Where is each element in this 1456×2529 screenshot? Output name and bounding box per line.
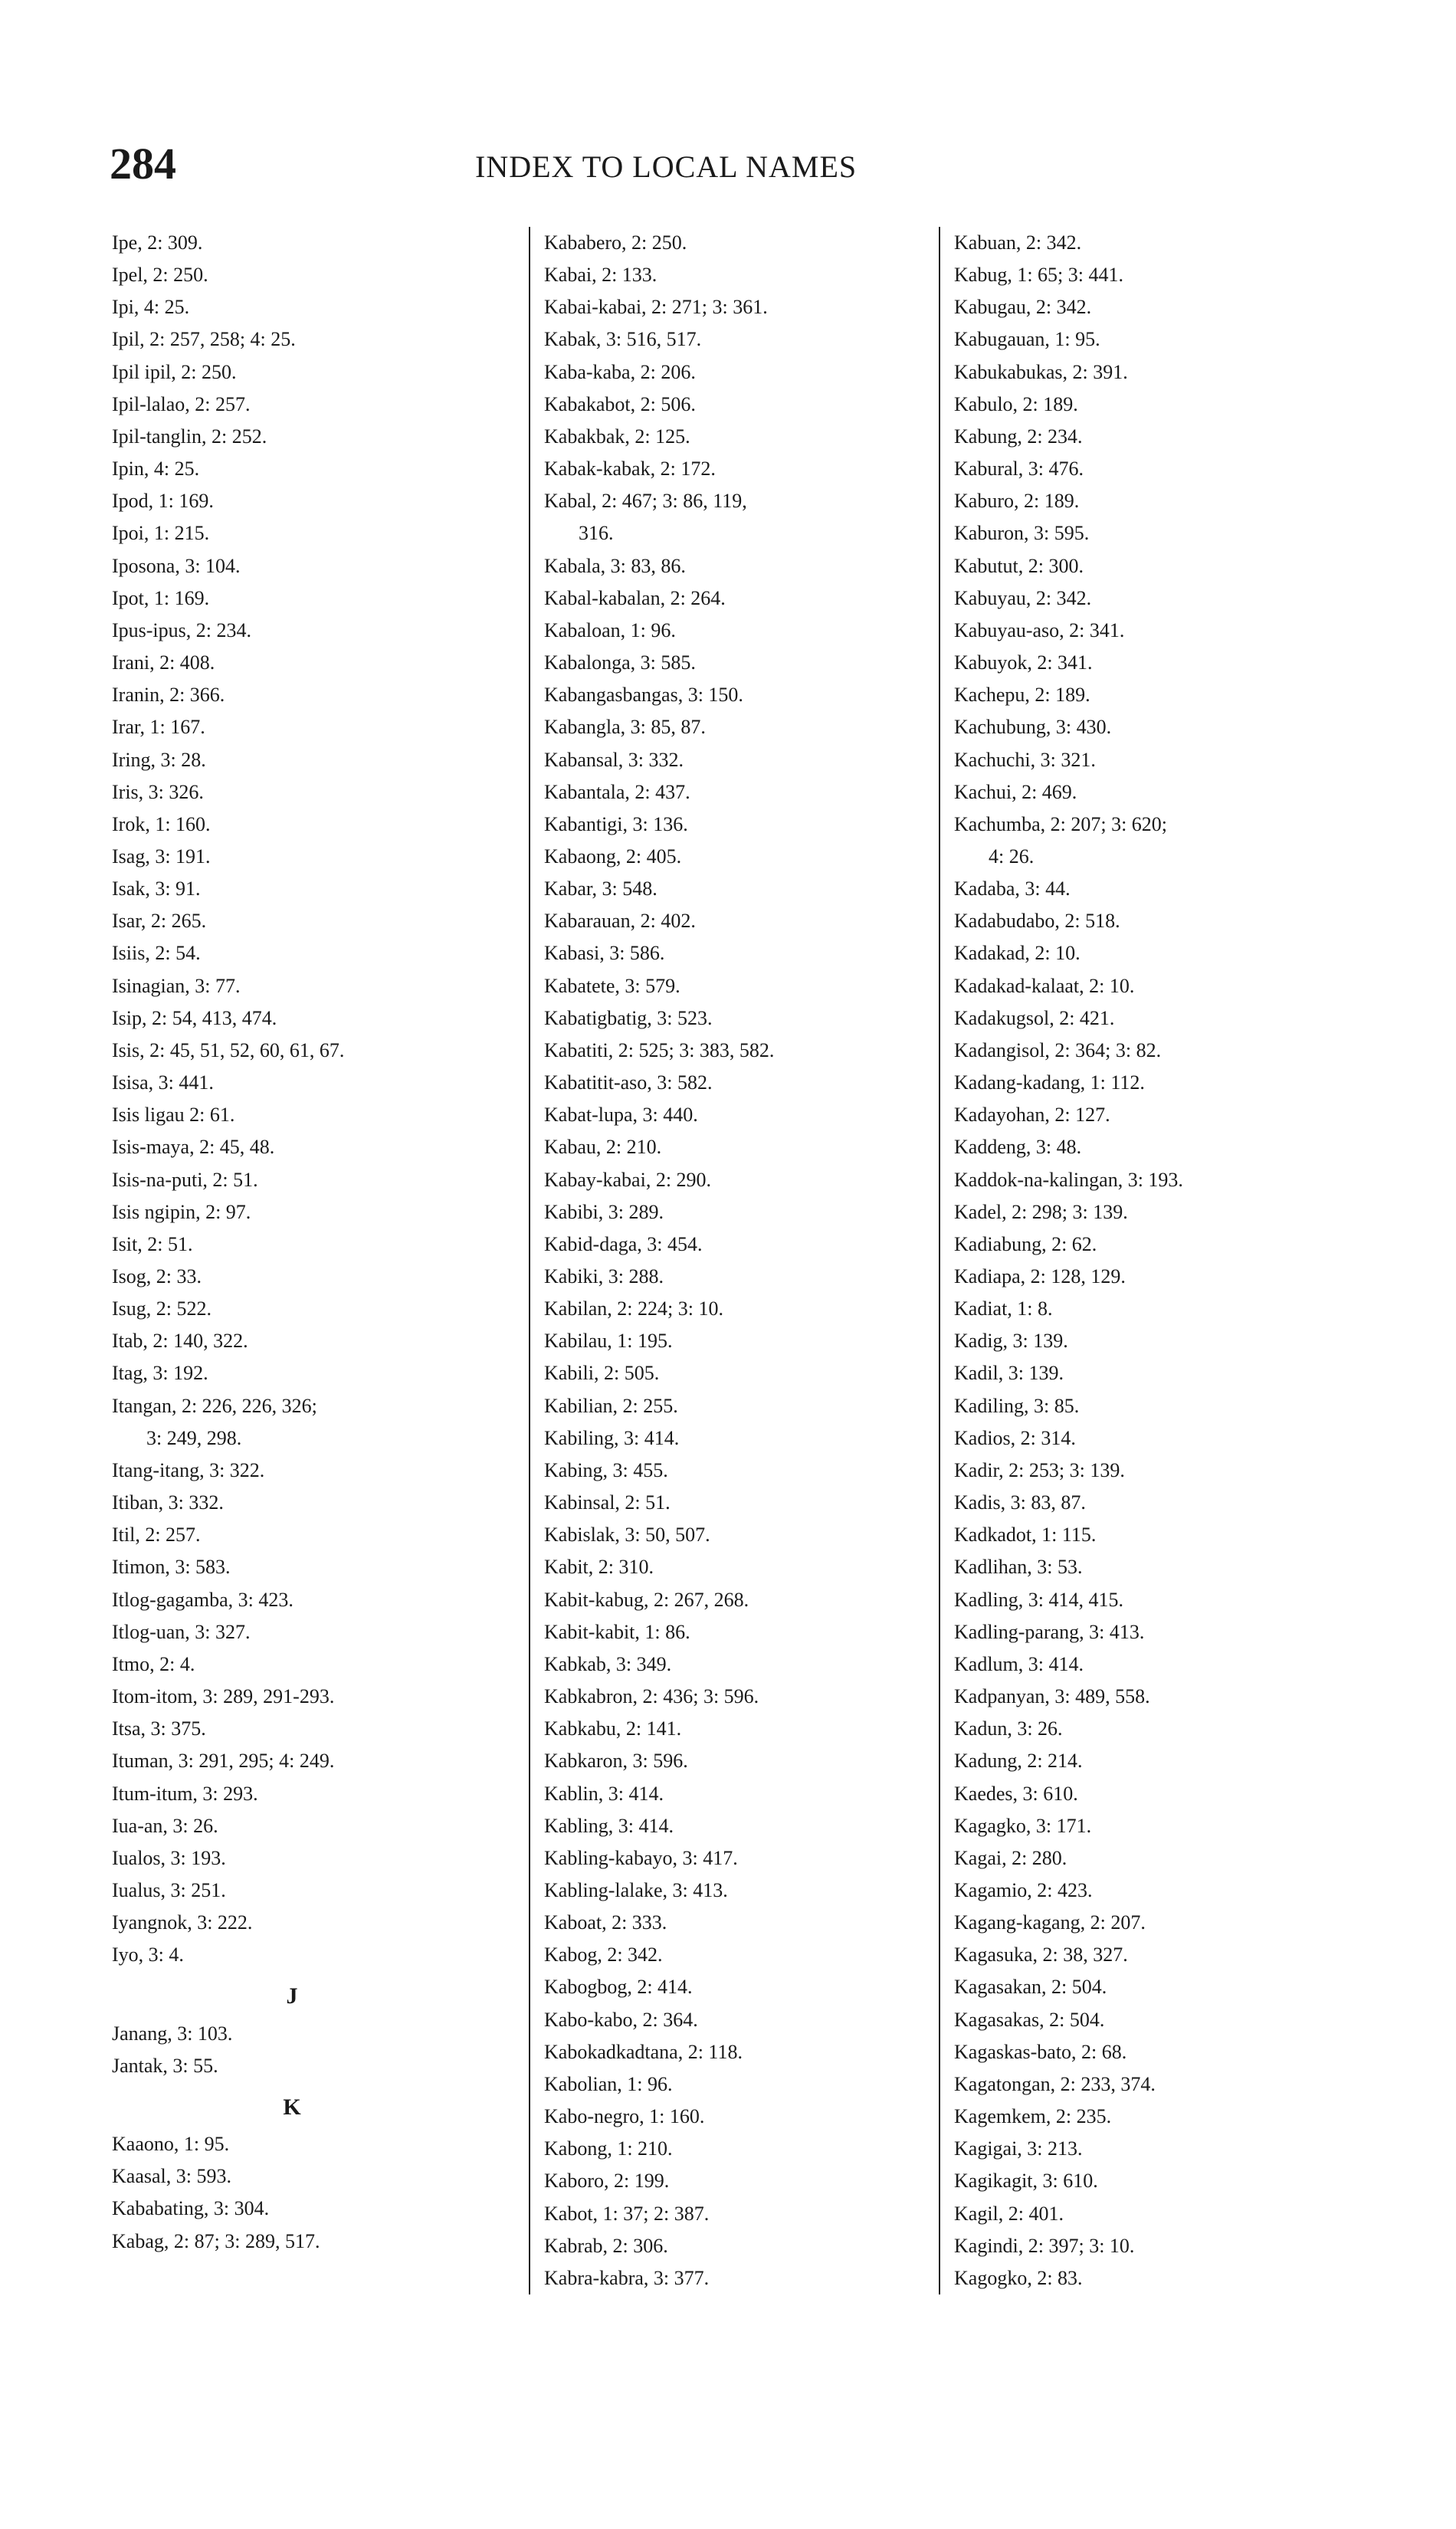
index-entry: Kabot, 1: 37; 2: 387.: [544, 2202, 710, 2225]
index-column-3: [939, 227, 1353, 2294]
index-entry: Kabo-negro, 1: 160.: [544, 2105, 705, 2128]
index-entry: Kabar, 3: 548.: [544, 877, 657, 900]
index-entry: Kabuyok, 2: 341.: [954, 651, 1093, 674]
index-entry: Kabakabot, 2: 506.: [544, 392, 696, 415]
page-number: 284: [110, 139, 176, 189]
index-entry: Kachubung, 3: 430.: [954, 716, 1112, 739]
index-entry: Itmo, 2: 4.: [112, 1652, 195, 1675]
index-entry: Kabkaron, 3: 596.: [544, 1750, 688, 1773]
index-entry: Kaboro, 2: 199.: [544, 2170, 670, 2193]
index-entry: Kabai, 2: 133.: [544, 264, 657, 287]
index-entry: Itsa, 3: 375.: [112, 1717, 206, 1740]
index-entry: 316.: [579, 522, 614, 545]
index-entry: Itlog-gagamba, 3: 423.: [112, 1588, 293, 1611]
index-entry: Kagasuka, 2: 38, 327.: [954, 1943, 1128, 1966]
index-entry: Iris, 3: 326.: [112, 780, 204, 803]
index-entry: 3: 249, 298.: [146, 1426, 242, 1449]
index-entry: Kablin, 3: 414.: [544, 1782, 664, 1805]
index-entry: Kadlum, 3: 414.: [954, 1652, 1084, 1675]
index-entry: Kagemkem, 2: 235.: [954, 2105, 1112, 2128]
index-entry: Kabkabu, 2: 141.: [544, 1717, 682, 1740]
index-entry: Ipil-tanglin, 2: 252.: [112, 425, 267, 448]
index-entry: Itag, 3: 192.: [112, 1362, 208, 1385]
index-entry: Kadaba, 3: 44.: [954, 877, 1071, 900]
index-entry: Isis, 2: 45, 51, 52, 60, 61, 67.: [112, 1038, 345, 1061]
index-entry: Kachumba, 2: 207; 3: 620;: [954, 812, 1168, 835]
index-entry: Kabak-kabak, 2: 172.: [544, 458, 716, 481]
index-entry: Kagasakas, 2: 504.: [954, 2008, 1105, 2031]
index-entry: Kabatiti, 2: 525; 3: 383, 582.: [544, 1038, 775, 1061]
index-entry: Iualos, 3: 193.: [112, 1846, 226, 1869]
index-entry: Isiis, 2: 54.: [112, 942, 201, 965]
index-entry: Ipod, 1: 169.: [112, 490, 214, 513]
index-entry: Kabog, 2: 342.: [544, 1943, 663, 1966]
index-entry: Ipus-ipus, 2: 234.: [112, 618, 251, 641]
index-entry: Kabibi, 3: 289.: [544, 1200, 664, 1223]
index-entry: Kabolian, 1: 96.: [544, 2072, 673, 2095]
index-entry: Iring, 3: 28.: [112, 748, 206, 771]
index-entry: Kabiki, 3: 288.: [544, 1265, 664, 1287]
index-entry: Kachepu, 2: 189.: [954, 684, 1090, 707]
index-entry: Kadiabung, 2: 62.: [954, 1232, 1097, 1255]
index-entry: Itom-itom, 3: 289, 291-293.: [112, 1685, 335, 1708]
index-entry: Kagagko, 3: 171.: [954, 1814, 1092, 1837]
index-entry: Kabling-lalake, 3: 413.: [544, 1878, 728, 1901]
index-entry: Ipil-lalao, 2: 257.: [112, 392, 251, 415]
index-entry: Kabag, 2: 87; 3: 289, 517.: [112, 2229, 320, 2252]
index-entry: Kachui, 2: 469.: [954, 780, 1077, 803]
index-entry: Kabkab, 3: 349.: [544, 1652, 672, 1675]
index-entry: Kadun, 3: 26.: [954, 1717, 1063, 1740]
index-entry: Kagatongan, 2: 233, 374.: [954, 2072, 1156, 2095]
index-entry: Kabasi, 3: 586.: [544, 942, 665, 965]
index-entry: Kabay-kabai, 2: 290.: [544, 1168, 712, 1191]
index-entry: Janang, 3: 103.: [112, 2022, 233, 2045]
index-entry: Kaba-kaba, 2: 206.: [544, 360, 696, 383]
index-entry: Kaddeng, 3: 48.: [954, 1136, 1082, 1159]
index-entry: Itiban, 3: 332.: [112, 1491, 224, 1514]
index-entry: Kabai-kabai, 2: 271; 3: 361.: [544, 296, 768, 319]
index-entry: Kabangla, 3: 85, 87.: [544, 716, 706, 739]
index-entry: Kadakugsol, 2: 421.: [954, 1006, 1115, 1029]
index-entry: Iua-an, 3: 26.: [112, 1814, 218, 1837]
index-entry: Kabakbak, 2: 125.: [544, 425, 690, 448]
index-entry: Itil, 2: 257.: [112, 1524, 201, 1547]
index-entry: Kabilan, 2: 224; 3: 10.: [544, 1297, 723, 1320]
index-column-2: [529, 227, 927, 2294]
index-entry: Iranin, 2: 366.: [112, 684, 225, 707]
index-entry: Kabling-kabayo, 3: 417.: [544, 1846, 738, 1869]
index-entry: Kadakad-kalaat, 2: 10.: [954, 974, 1135, 997]
index-entry: Kabal, 2: 467; 3: 86, 119,: [544, 490, 747, 513]
index-entry: Kabili, 2: 505.: [544, 1362, 660, 1385]
index-entry: Itum-itum, 3: 293.: [112, 1782, 258, 1805]
index-entry: Kabkabron, 2: 436; 3: 596.: [544, 1685, 759, 1708]
index-entry: Ipe, 2: 309.: [112, 231, 203, 254]
index-entry: Kabansal, 3: 332.: [544, 748, 684, 771]
index-entry: Kadabudabo, 2: 518.: [954, 910, 1120, 933]
index-entry: Kabala, 3: 83, 86.: [544, 554, 686, 577]
index-entry: Kadios, 2: 314.: [954, 1426, 1076, 1449]
index-entry: Kaedes, 3: 610.: [954, 1782, 1078, 1805]
section-letter: J: [286, 1983, 298, 2009]
index-entry: Kadis, 3: 83, 87.: [954, 1491, 1086, 1514]
index-entry: Kadel, 2: 298; 3: 139.: [954, 1200, 1128, 1223]
index-entry: Kadir, 2: 253; 3: 139.: [954, 1458, 1125, 1481]
index-entry: Kabalonga, 3: 585.: [544, 651, 696, 674]
index-column-1: [112, 227, 472, 2258]
index-entry: Isag, 3: 191.: [112, 845, 211, 868]
index-entry: Kabung, 2: 234.: [954, 425, 1083, 448]
index-entry: Kabug, 1: 65; 3: 441.: [954, 264, 1123, 287]
index-entry: Kadiapa, 2: 128, 129.: [954, 1265, 1126, 1287]
index-entry: Iualus, 3: 251.: [112, 1878, 226, 1901]
index-entry: Isis-maya, 2: 45, 48.: [112, 1136, 275, 1159]
index-entry: Isip, 2: 54, 413, 474.: [112, 1006, 277, 1029]
index-entry: Kabugauan, 1: 95.: [954, 328, 1100, 351]
index-entry: Kabit, 2: 310.: [544, 1556, 654, 1579]
index-entry: Kabural, 3: 476.: [954, 458, 1084, 481]
index-entry: Kaasal, 3: 593.: [112, 2165, 231, 2188]
section-letter: K: [283, 2094, 301, 2120]
index-entry: Kabugau, 2: 342.: [954, 296, 1092, 319]
index-entry: Kaaono, 1: 95.: [112, 2133, 230, 2156]
index-entry: Kabarauan, 2: 402.: [544, 910, 696, 933]
index-entry: Kabau, 2: 210.: [544, 1136, 662, 1159]
index-entry: Kadangisol, 2: 364; 3: 82.: [954, 1038, 1162, 1061]
index-entry: Irar, 1: 167.: [112, 716, 205, 739]
index-entry: Kabaloan, 1: 96.: [544, 618, 676, 641]
index-entry: 4: 26.: [989, 845, 1035, 868]
index-entry: Isis-na-puti, 2: 51.: [112, 1168, 258, 1191]
index-entry: Kabit-kabit, 1: 86.: [544, 1620, 690, 1643]
index-entry: Kadkadot, 1: 115.: [954, 1524, 1097, 1547]
index-entry: Kadiat, 1: 8.: [954, 1297, 1053, 1320]
index-entry: Kaburon, 3: 595.: [954, 522, 1090, 545]
index-entry: Kagasakan, 2: 504.: [954, 1976, 1107, 1999]
index-entry: Kabantigi, 3: 136.: [544, 812, 688, 835]
index-entry: Isis ngipin, 2: 97.: [112, 1200, 251, 1223]
index-entry: Kabatete, 3: 579.: [544, 974, 680, 997]
index-entry: Jantak, 3: 55.: [112, 2054, 218, 2077]
index-entry: Kadakad, 2: 10.: [954, 942, 1081, 965]
index-entry: Kabuyau-aso, 2: 341.: [954, 618, 1125, 641]
index-entry: Kabilau, 1: 195.: [544, 1330, 673, 1353]
index-entry: Kachuchi, 3: 321.: [954, 748, 1096, 771]
index-entry: Itlog-uan, 3: 327.: [112, 1620, 251, 1643]
index-entry: Irani, 2: 408.: [112, 651, 215, 674]
index-entry: Ipi, 4: 25.: [112, 296, 190, 319]
index-entry: Ipil, 2: 257, 258; 4: 25.: [112, 328, 296, 351]
index-entry: Ipot, 1: 169.: [112, 586, 210, 609]
index-entry: Kabangasbangas, 3: 150.: [544, 684, 743, 707]
index-entry: Kabaong, 2: 405.: [544, 845, 682, 868]
index-entry: Isinagian, 3: 77.: [112, 974, 241, 997]
index-entry: Kadpanyan, 3: 489, 558.: [954, 1685, 1150, 1708]
index-entry: Kabak, 3: 516, 517.: [544, 328, 702, 351]
index-entry: Kabokadkadtana, 2: 118.: [544, 2040, 743, 2063]
index-entry: Kabislak, 3: 50, 507.: [544, 1524, 710, 1547]
index-entry: Kabinsal, 2: 51.: [544, 1491, 671, 1514]
index-entry: Isisa, 3: 441.: [112, 1071, 214, 1094]
index-entry: Iyangnok, 3: 222.: [112, 1911, 253, 1934]
index-entry: Kagaskas-bato, 2: 68.: [954, 2040, 1127, 2063]
index-entry: Kagai, 2: 280.: [954, 1846, 1067, 1869]
index-entry: Itab, 2: 140, 322.: [112, 1330, 248, 1353]
index-entry: Kabrab, 2: 306.: [544, 2234, 668, 2257]
index-entry: Kabantala, 2: 437.: [544, 780, 690, 803]
index-entry: Iposona, 3: 104.: [112, 554, 241, 577]
index-entry: Isar, 2: 265.: [112, 910, 207, 933]
index-entry: Ipil ipil, 2: 250.: [112, 360, 237, 383]
index-entry: Kadling, 3: 414, 415.: [954, 1588, 1123, 1611]
index-entry: Kagang-kagang, 2: 207.: [954, 1911, 1146, 1934]
index-entry: Kabling, 3: 414.: [544, 1814, 674, 1837]
index-entry: Irok, 1: 160.: [112, 812, 211, 835]
index-entry: Kabal-kabalan, 2: 264.: [544, 586, 726, 609]
index-entry: Kabat-lupa, 3: 440.: [544, 1104, 698, 1127]
index-entry: Kabatigbatig, 3: 523.: [544, 1006, 713, 1029]
index-entry: Kabit-kabug, 2: 267, 268.: [544, 1588, 749, 1611]
index-entry: Kadig, 3: 139.: [954, 1330, 1068, 1353]
index-entry: Kabiling, 3: 414.: [544, 1426, 680, 1449]
index-entry: Kabutut, 2: 300.: [954, 554, 1084, 577]
index-entry: Isog, 2: 33.: [112, 1265, 202, 1287]
index-entry: Kabuan, 2: 342.: [954, 231, 1082, 254]
index-entry: Isug, 2: 522.: [112, 1297, 212, 1320]
index-entry: Isis ligau 2: 61.: [112, 1104, 235, 1127]
index-entry: Kadling-parang, 3: 413.: [954, 1620, 1145, 1643]
index-entry: Kaboat, 2: 333.: [544, 1911, 667, 1934]
index-entry: Kagikagit, 3: 610.: [954, 2170, 1098, 2193]
index-entry: Kadil, 3: 139.: [954, 1362, 1064, 1385]
index-entry: Kadang-kadang, 1: 112.: [954, 1071, 1145, 1094]
index-entry: Kabuyau, 2: 342.: [954, 586, 1092, 609]
index-entry: Ipin, 4: 25.: [112, 458, 200, 481]
index-entry: Kababating, 3: 304.: [112, 2197, 270, 2220]
index-entry: Kaddok-na-kalingan, 3: 193.: [954, 1168, 1183, 1191]
index-entry: Kabing, 3: 455.: [544, 1458, 668, 1481]
index-entry: Kagigai, 3: 213.: [954, 2137, 1083, 2160]
index-entry: Kadlihan, 3: 53.: [954, 1556, 1083, 1579]
index-entry: Kabogbog, 2: 414.: [544, 1976, 693, 1999]
index-entry: Kagogko, 2: 83.: [954, 2266, 1083, 2289]
index-entry: Iyo, 3: 4.: [112, 1943, 184, 1966]
index-entry: Isak, 3: 91.: [112, 877, 201, 900]
page-header: [0, 138, 1456, 199]
index-entry: Kagamio, 2: 423.: [954, 1878, 1093, 1901]
index-entry: Kagindi, 2: 397; 3: 10.: [954, 2234, 1135, 2257]
index-entry: Kabatitit-aso, 3: 582.: [544, 1071, 713, 1094]
index-entry: Kabo-kabo, 2: 364.: [544, 2008, 698, 2031]
index-entry: Isit, 2: 51.: [112, 1232, 193, 1255]
index-entry: Kadiling, 3: 85.: [954, 1394, 1080, 1417]
index-entry: Itimon, 3: 583.: [112, 1556, 231, 1579]
index-entry: Kadung, 2: 214.: [954, 1750, 1083, 1773]
index-entry: Itangan, 2: 226, 226, 326;: [112, 1394, 317, 1417]
index-entry: Kadayohan, 2: 127.: [954, 1104, 1110, 1127]
index-entry: Kababero, 2: 250.: [544, 231, 687, 254]
index-entry: Ipel, 2: 250.: [112, 264, 208, 287]
index-entry: Kagil, 2: 401.: [954, 2202, 1064, 2225]
index-entry: Kaburo, 2: 189.: [954, 490, 1080, 513]
index-entry: Kabulo, 2: 189.: [954, 392, 1078, 415]
index-entry: Kabra-kabra, 3: 377.: [544, 2266, 710, 2289]
index-entry: Kabong, 1: 210.: [544, 2137, 673, 2160]
index-entry: Itang-itang, 3: 322.: [112, 1458, 265, 1481]
index-entry: Kabilian, 2: 255.: [544, 1394, 678, 1417]
index-entry: Ituman, 3: 291, 295; 4: 249.: [112, 1750, 335, 1773]
index-entry: Kabukabukas, 2: 391.: [954, 360, 1128, 383]
index-entry: Kabid-daga, 3: 454.: [544, 1232, 703, 1255]
running-title: INDEX TO LOCAL NAMES: [475, 149, 858, 184]
index-entry: Ipoi, 1: 215.: [112, 522, 210, 545]
